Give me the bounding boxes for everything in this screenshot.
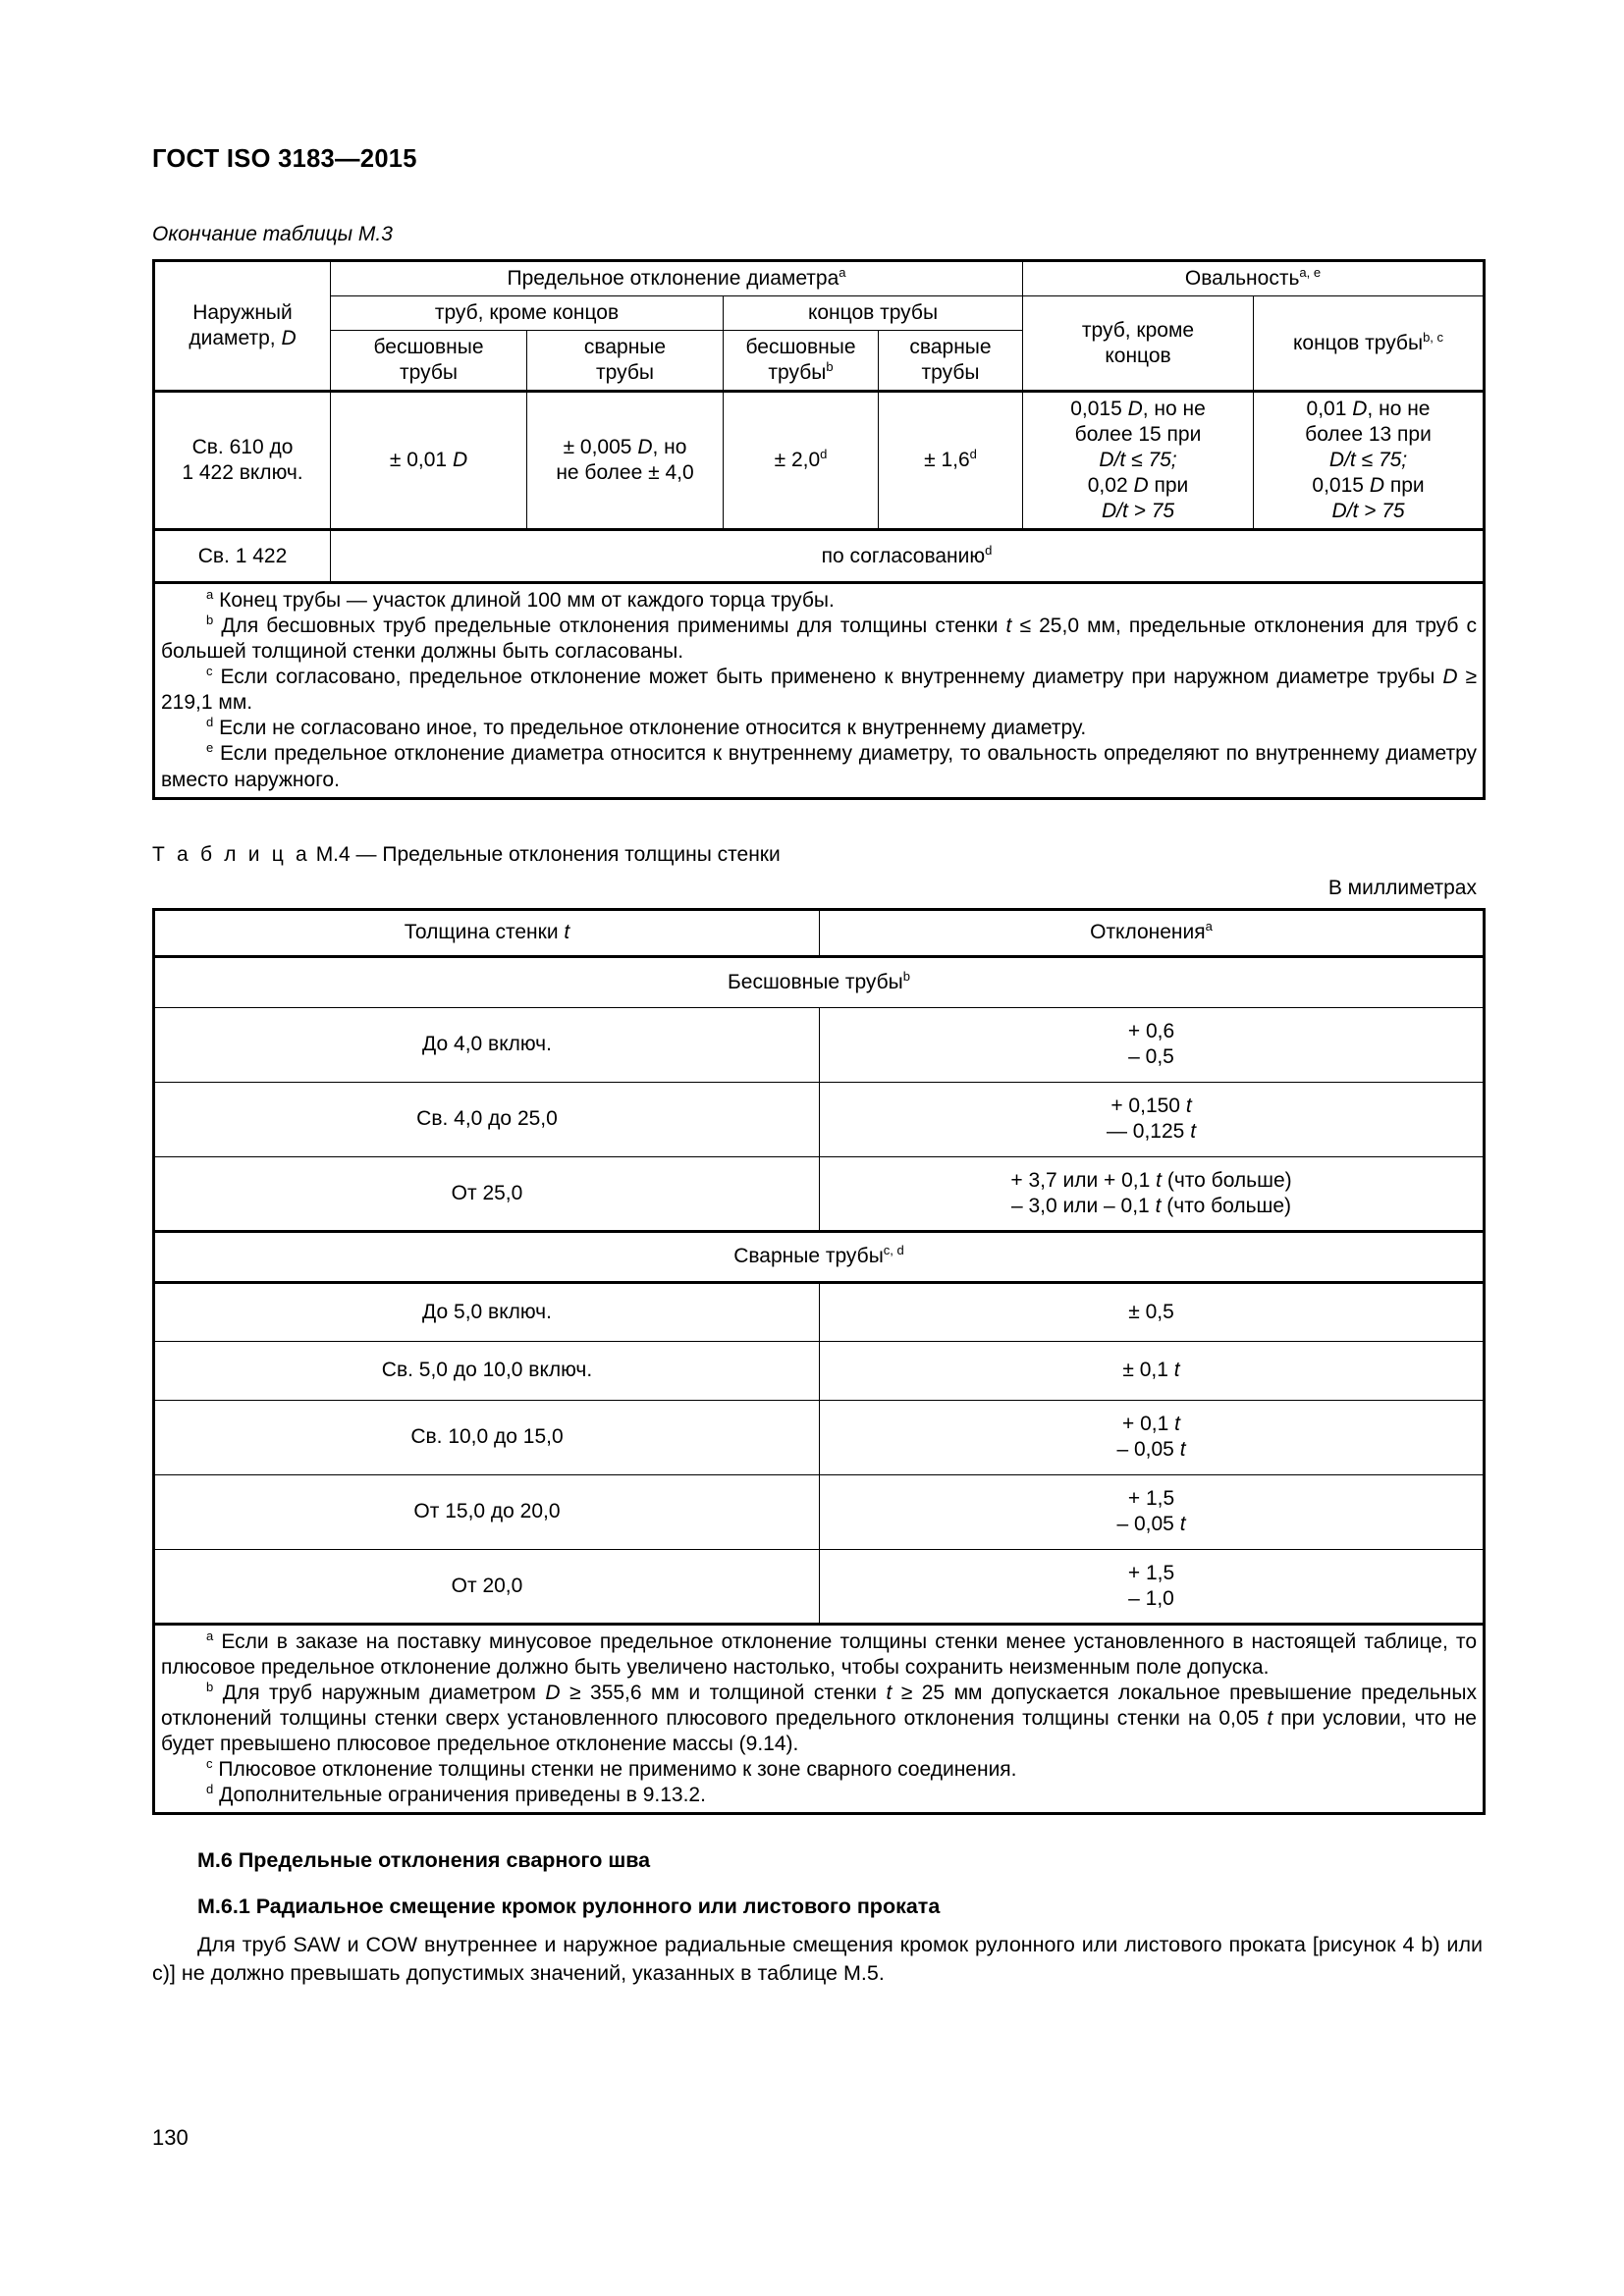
table-m4-group-welded [154,1231,1485,1282]
th-seamless-1 [331,331,527,392]
cell-deviation-w5-line1: + 1,5 [1127,1561,1175,1584]
th-seamless-2-line1: бесшовные [745,336,856,359]
table-m4-group-seamless [154,956,1485,1007]
cell-ovality-except-ends-line2: более 15 при [1074,423,1202,447]
th-welded-1-line1: сварные [583,336,667,359]
table-m3-continuation-caption: Окончание таблицы М.3 [152,223,393,245]
th-welded-1-line2: трубы [596,361,654,385]
table-m3-note-c [161,665,1477,716]
table-m4-units: В миллиметрах [1327,876,1477,899]
cell-thickness-w4: От 15,0 до 20,0 [154,1474,820,1549]
th-ovality-note: a, e [1299,265,1322,280]
cell-ovality-except-ends [1023,392,1254,530]
th-diameter-deviation [331,261,1023,296]
cell-deviation-s1-line1: + 0,6 [1127,1020,1175,1042]
th-welded-2-line2: трубы [921,361,980,385]
cell-dev-welded [527,392,724,530]
table-m4-header-row [154,909,1485,956]
th-outer-diameter [154,261,331,392]
page-number: 130 [152,2125,189,2150]
cell-ends-welded-note: d [969,447,977,462]
m4-note-c-text: Плюсовое отклонение толщины стенки не применимо к зоне сварного соединения. [218,1757,1017,1781]
cell-thickness-w5: От 20,0 [154,1549,820,1624]
m4-note-a-text: Если в заказе на поставку минусовое предельное отклонение толщины стенки менее установленного в настоящей таблице, то плюсовое предельное отклонение должно быть увеличено настолько, чтобы сохранить неизменным поле допуска. [161,1629,1477,1679]
cell-ovality-ends-line4: 0,015 D при [1312,474,1425,498]
th-wall-thickness-symbol: t [564,921,570,944]
th-welded-2-line1: сварные [909,336,992,359]
table-m4-note-d [161,1783,1477,1808]
th-seamless-2-note: b [826,359,834,375]
table-m4 [152,908,1486,1815]
note-d-text: Если не согласовано иное, то предельное отклонение относится к внутреннему диаметру. [219,717,1087,740]
cell-deviation-s3-line2: – 3,0 или – 0,1 t (что больше) [1010,1194,1292,1217]
cell-dev-seamless [331,392,527,530]
cell-ovality-ends-line3: D/t ≤ 75; [1328,449,1408,472]
table-m4-caption-label: Т а б л и ц а [152,842,310,866]
table-m4-note-c [161,1757,1477,1783]
th-seamless-2 [724,331,879,392]
m4-note-c-marker: c [206,1755,213,1771]
cell-ends-welded [879,392,1023,530]
th-welded-1 [527,331,724,392]
m4-note-b-text: Для труб наружным диаметром D ≥ 355,6 мм и толщиной стенки t ≥ 25 мм допускается локальное превышение предельных отклонений толщины стенки сверх установленного плюсового предельного отклонения толщины стенки на 0,05 t при условии, что не будет превышено плюсовое предельное отклонение массы (9.14). [161,1681,1477,1755]
th-seamless-1-line1: бесшовные [373,336,484,359]
th-ovality-pipe-ends-label: концов трубы [1292,331,1424,354]
cell-ovality-ends [1254,392,1485,530]
table-m3-notes [154,583,1485,798]
th-deviations [820,909,1485,956]
th-outer-diameter-symbol: D [281,327,297,350]
group-header-welded [154,1231,1485,1282]
table-m4-caption-number: М.4 [315,842,351,866]
th-ovality-pipe-ends [1254,296,1485,392]
th-deviations-label: Отклонения [1090,921,1206,944]
cell-ends-seamless [724,392,879,530]
th-ovality [1023,261,1485,296]
group-header-welded-label: Сварные трубы [733,1245,884,1268]
th-ovality-pipes-except-ends-line1: труб, кроме [1081,318,1195,342]
table-m4-caption [152,843,1483,867]
cell-deviation-s3 [820,1156,1485,1231]
note-b-text: Для бесшовных труб предельные отклонения применимы для толщины стенки t ≤ 25,0 мм, предельные отклонения для труб с большей толщиной стенки должны быть согласованы. [161,614,1478,664]
note-c-marker: c [206,664,213,679]
table-row [154,1474,1485,1549]
table-m4-caption-title: Предельные отклонения толщины стенки [382,842,781,866]
table-row [154,1549,1485,1624]
group-header-seamless [154,956,1485,1007]
th-diameter-deviation-note: a [839,265,846,280]
th-wall-thickness [154,909,820,956]
table-row [154,1082,1485,1156]
m4-note-d-marker: d [206,1781,214,1796]
note-a-marker: a [206,587,214,603]
th-wall-thickness-label: Толщина стенки [404,921,565,944]
table-m4-note-b [161,1681,1477,1757]
cell-dev-seamless-value: ± 0,01 D [389,449,468,472]
m4-note-a-marker: a [206,1628,214,1643]
table-m3 [152,259,1486,800]
group-header-seamless-note: b [902,968,911,984]
table-m3-note-d [161,716,1477,741]
cell-diameter-range [154,392,331,530]
m4-note-d-text: Дополнительные ограничения приведены в 9.13.2. [219,1783,706,1806]
cell-ovality-except-ends-line3: D/t ≤ 75; [1099,449,1177,472]
table-m3-last-row [154,530,1485,583]
cell-ovality-except-ends-line1: 0,015 D, но не [1070,398,1206,421]
cell-deviation-w2: ± 0,1 t [820,1341,1485,1400]
cell-by-agreement [331,530,1485,583]
cell-diameter-over-1422: Св. 1 422 [154,530,331,583]
cell-deviation-w1: ± 0,5 [820,1282,1485,1341]
th-seamless-2-line2: трубы [768,361,827,385]
group-header-welded-note: c, d [883,1243,904,1258]
table-m3-header-row-1 [154,261,1485,296]
table-m3-header-row-2 [154,296,1485,331]
th-ovality-label: Овальность [1184,267,1300,290]
document-header: ГОСТ ISO 3183—2015 [152,145,417,173]
cell-deviation-s2 [820,1082,1485,1156]
th-ovality-pipes-except-ends-line2: концов [1105,344,1171,367]
cell-ovality-except-ends-line4: 0,02 D при [1087,474,1189,498]
cell-deviation-w3-line1: + 0,1 t [1122,1413,1180,1435]
table-row [154,1400,1485,1474]
group-header-seamless-label: Бесшовные трубы [727,970,903,993]
th-outer-diameter-line2: диаметр, [189,327,282,350]
cell-ovality-ends-line1: 0,01 D, но не [1306,398,1431,421]
table-m3-note-e [161,741,1477,792]
note-b-marker: b [206,613,214,628]
cell-ovality-ends-line2: более 13 при [1305,423,1432,447]
th-deviations-note: a [1205,919,1213,934]
table-m3-note-b [161,614,1477,665]
table-m4-note-a [161,1629,1477,1681]
table-m3-notes-row [154,583,1485,798]
th-diameter-deviation-label: Предельное отклонение диаметра [507,267,839,290]
cell-by-agreement-note: d [985,542,993,558]
cell-thickness-s2: Св. 4,0 до 25,0 [154,1082,820,1156]
note-e-text: Если предельное отклонение диаметра относится к внутреннему диаметру, то овальность определяют по внутреннему диаметру вместо наружного. [161,742,1478,791]
cell-dev-welded-line2: не более ± 4,0 [556,461,694,485]
cell-deviation-w3-line2: – 0,05 t [1116,1438,1186,1462]
note-a-text: Конец трубы — участок длиной 100 мм от каждого торца трубы. [219,589,835,613]
th-ovality-pipes-except-ends [1023,296,1254,392]
cell-deviation-s3-line1: + 3,7 или + 0,1 t (что больше) [1010,1168,1292,1192]
cell-ends-seamless-note: d [820,447,828,462]
cell-dev-welded-line1: ± 0,005 D, но [563,436,687,459]
cell-thickness-w2: Св. 5,0 до 10,0 включ. [154,1341,820,1400]
table-row [154,1007,1485,1082]
cell-deviation-s1 [820,1007,1485,1082]
cell-deviation-w5 [820,1549,1485,1624]
th-welded-2 [879,331,1023,392]
cell-deviation-s1-line2: – 0,5 [1128,1045,1174,1069]
table-m3-note-a [161,588,1477,614]
cell-ends-seamless-value: ± 2,0 [774,449,821,472]
cell-ovality-except-ends-line5: D/t > 75 [1101,500,1175,523]
th-outer-diameter-line1: Наружный [192,301,293,325]
m4-note-b-marker: b [206,1679,214,1694]
table-row [154,1341,1485,1400]
cell-by-agreement-label: по согласованию [821,544,986,567]
note-d-marker: d [206,715,214,730]
cell-deviation-w5-line2: – 1,0 [1128,1586,1174,1610]
cell-ovality-ends-line5: D/t > 75 [1331,500,1405,523]
table-m4-caption-dash: — [355,842,377,866]
cell-deviation-w3 [820,1400,1485,1474]
cell-deviation-s2-line2: — 0,125 t [1106,1120,1197,1144]
cell-ends-welded-value: ± 1,6 [924,449,970,472]
cell-thickness-w1: До 5,0 включ. [154,1282,820,1341]
table-row [154,1156,1485,1231]
th-ovality-pipe-ends-note: b, c [1423,329,1444,345]
page-content [152,0,1483,1989]
section-m61-subheading: М.6.1 Радиальное смещение кромок рулонного или листового проката [197,1894,941,1918]
th-pipes-except-ends: труб, кроме концов [331,296,724,331]
note-e-marker: e [206,740,214,756]
cell-deviation-s2-line1: + 0,150 t [1110,1095,1192,1117]
section-m61-paragraph: Для труб SAW и COW внутреннее и наружное радиальные смещения кромок рулонного или листового проката [рисунок 4 b) или c)] не должно превышать допустимых значений, указанных в таблице М.5. [152,1932,1483,1986]
table-m4-notes [154,1624,1485,1813]
th-pipe-ends: концов трубы [724,296,1023,331]
table-m3-data-row [154,392,1485,530]
cell-deviation-w4-line1: + 1,5 [1127,1487,1175,1510]
cell-deviation-w4 [820,1474,1485,1549]
cell-deviation-w4-line2: – 0,05 t [1116,1513,1186,1536]
section-m6-heading: М.6 Предельные отклонения сварного шва [197,1847,651,1872]
th-seamless-1-line2: трубы [400,361,458,385]
table-row [154,1282,1485,1341]
cell-diameter-range-line1: Св. 610 до [191,436,294,459]
cell-thickness-s3: От 25,0 [154,1156,820,1231]
note-c-text: Если согласовано, предельное отклонение может быть применено к внутреннему диаметру при наружном диаметре трубы D ≥ 219,1 мм. [161,666,1477,715]
cell-thickness-s1: До 4,0 включ. [154,1007,820,1082]
table-m4-notes-row [154,1624,1485,1813]
cell-diameter-range-line2: 1 422 включ. [182,461,303,485]
cell-thickness-w3: Св. 10,0 до 15,0 [154,1400,820,1474]
